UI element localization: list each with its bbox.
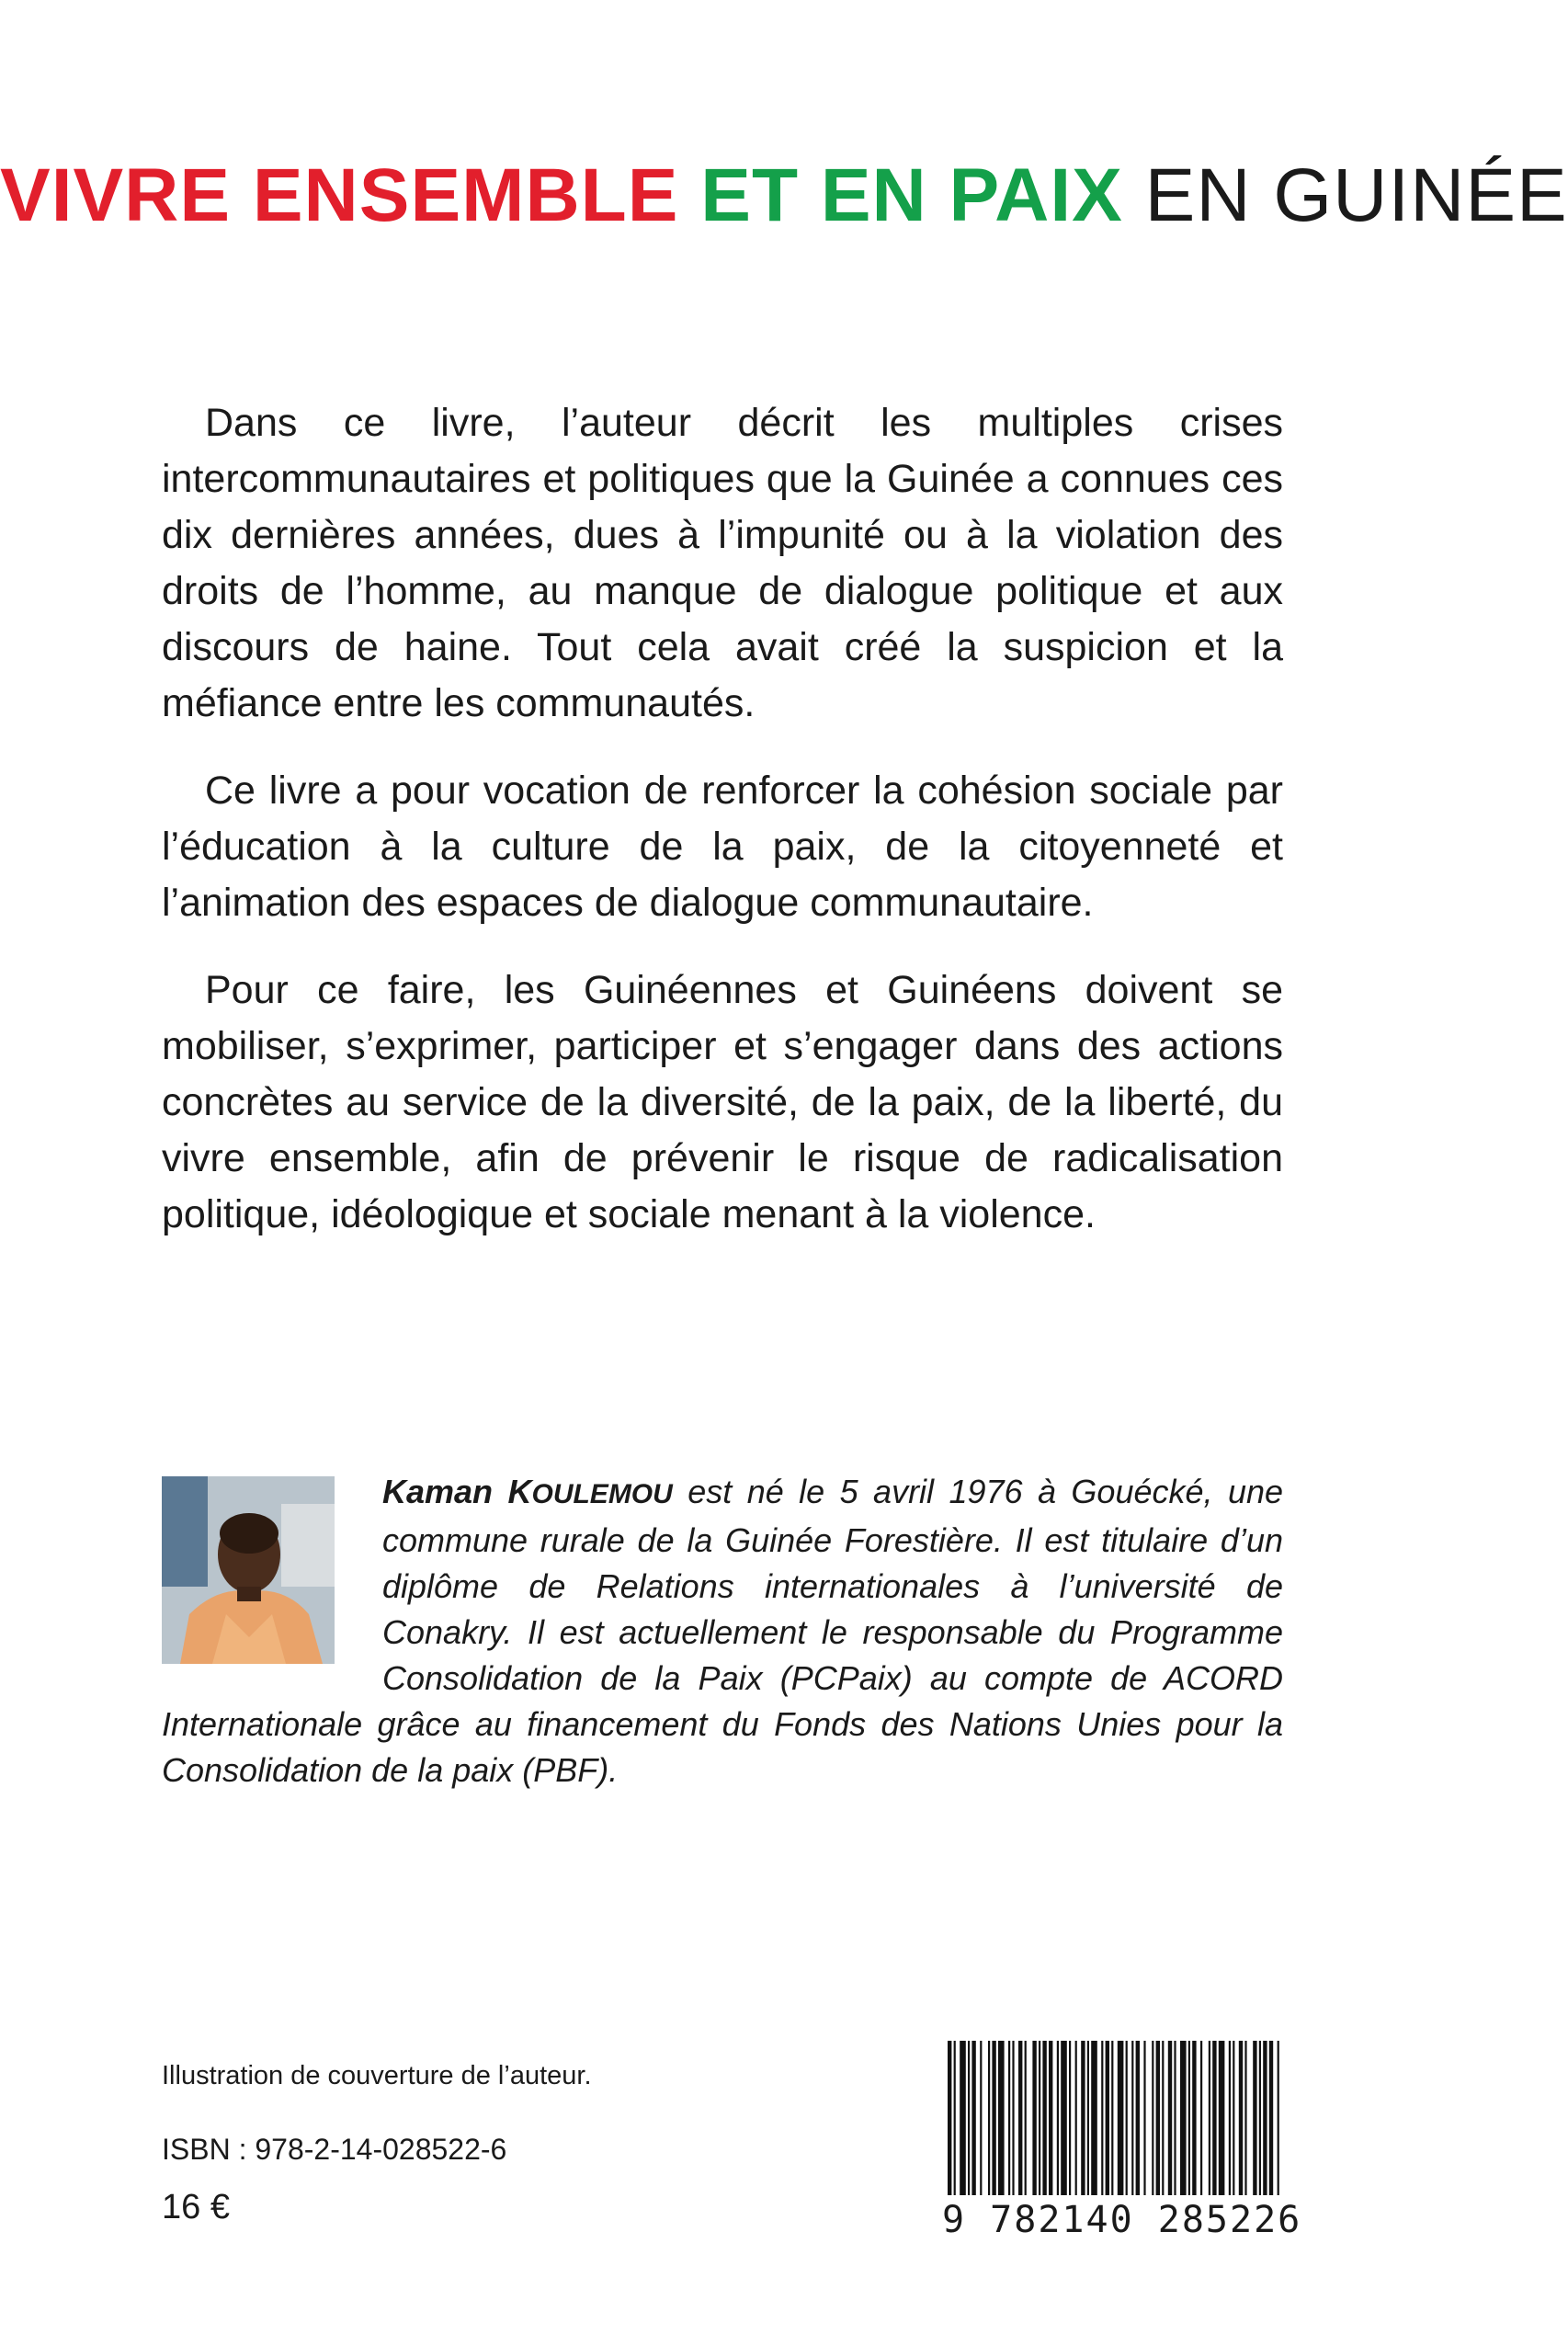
barcode-digits: 9 782140 285226 <box>942 2199 1302 2241</box>
author-name <box>382 1473 673 1510</box>
author-bio-text: est né le 5 avril 1976 à Gouécké, une commune rurale de la Guinée Forestière. Il est titulaire d’un diplôme de Relations internationales à l’université de Conakry. Il est actuellement le responsable du Programme Consolidation de la Paix (PCPaix) au compte de ACORD Internationale grâce au financement du Fonds des Nations Unies pour la Consolidation de la paix (PBF). <box>162 1473 1284 1789</box>
summary-text <box>162 395 1283 1274</box>
barcode-icon <box>942 2041 1284 2195</box>
author-last-name-initial: K <box>507 1473 532 1510</box>
book-title <box>0 154 1568 237</box>
summary-paragraph: Pour ce faire, les Guinéennes et Guinéens doivent se mobiliser, s’exprimer, participer et s’engager dans des actions concrètes au service de la diversité, de la paix, de la liberté, du vivre ensemble, afin de prévenir le risque de radicalisation politique, idéologique et sociale menant à la violence. <box>162 968 1283 1236</box>
author-last-name-rest: OULEMOU <box>531 1479 673 1509</box>
photo-spacer <box>162 1469 382 1690</box>
summary-paragraph: Dans ce livre, l’auteur décrit les multiples crises intercommunautaires et politiques que la Guinée a connues ces dix dernières années, dues à l’impunité ou à la violation des droits de l’homme, au manque de dialogue politique et aux discours de haine. Tout cela avait créé la suspicion et la méfiance entre les communautés. <box>162 401 1283 725</box>
title-part-black: EN GUINÉE <box>1144 154 1568 237</box>
barcode <box>942 2041 1302 2241</box>
isbn: ISBN : 978-2-14-028522-6 <box>162 2133 507 2166</box>
author-first-name: Kaman <box>382 1473 494 1510</box>
illustration-credit: Illustration de couverture de l’auteur. <box>162 2061 592 2090</box>
price: 16 € <box>162 2188 230 2226</box>
title-part-green: ET EN PAIX <box>700 154 1123 237</box>
title-part-red: VIVRE ENSEMBLE <box>0 154 679 237</box>
author-bio <box>162 1469 1283 1793</box>
summary-paragraph: Ce livre a pour vocation de renforcer la cohésion sociale par l’éducation à la culture de la paix, de la citoyenneté et l’animation des espaces de dialogue communautaire. <box>162 769 1283 925</box>
